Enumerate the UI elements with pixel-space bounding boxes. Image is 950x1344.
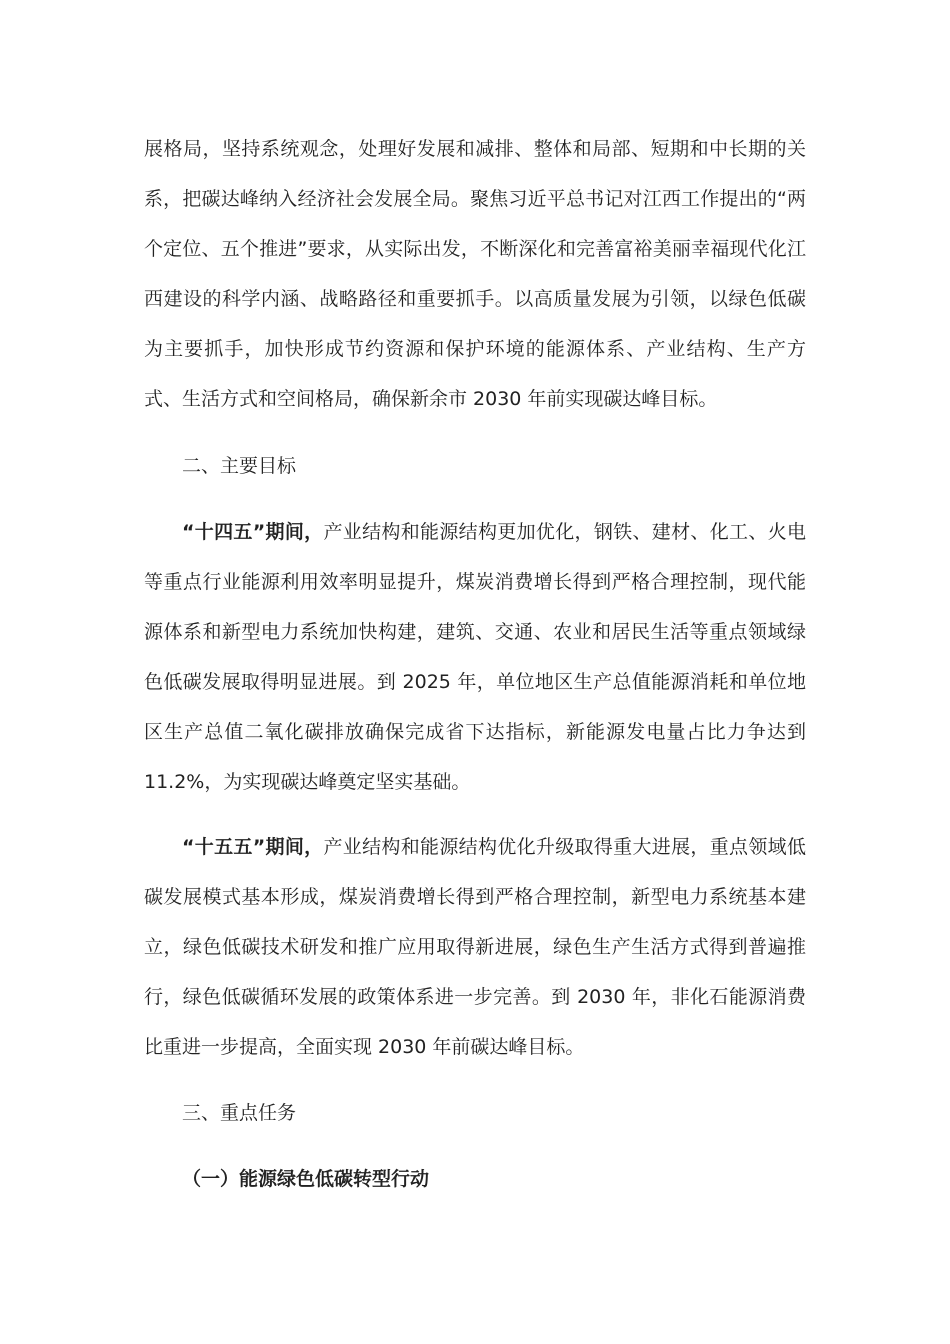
- paragraph-lead-14th: “十四五”期间，: [182, 521, 324, 543]
- paragraph-lead-15th: “十五五”期间，: [182, 836, 324, 858]
- paragraph-body-14th: 产业结构和能源结构更加优化，钢铁、建材、化工、火电等重点行业能源利用效率明显提升，煤炭消费增长得到严格合理控制，现代能源体系和新型电力系统加快构建，建筑、交通、农业和居民生活等重点领域绿色低碳发展取得明显进展。到 2025 年，单位地区生产总值能源消耗和单位地区生产总值二氧化碳排放确保完成省下达指标，新能源发电量占比力争达到 11.2%，为实现碳达峰奠定坚实基础。: [144, 521, 806, 793]
- section-heading-main-goals: 二、主要目标: [182, 455, 297, 477]
- paragraph-14th-five-year-goal: [144, 507, 806, 807]
- paragraph-body-15th: 产业结构和能源结构优化升级取得重大进展，重点领域低碳发展模式基本形成，煤炭消费增长得到严格合理控制，新型电力系统基本建立，绿色低碳技术研发和推广应用取得新进展，绿色生产生活方式得到普遍推行，绿色低碳循环发展的政策体系进一步完善。到 2030 年，非化石能源消费比重进一步提高，全面实现 2030 年前碳达峰目标。: [144, 836, 806, 1058]
- section-heading-key-tasks: 三、重点任务: [182, 1102, 297, 1124]
- paragraph-intro: 展格局，坚持系统观念，处理好发展和减排、整体和局部、短期和中长期的关系，把碳达峰纳入经济社会发展全局。聚焦习近平总书记对江西工作提出的“两个定位、五个推进”要求，从实际出发，不断深化和完善富裕美丽幸福现代化江西建设的科学内涵、战略路径和重要抓手。以高质量发展为引领，以绿色低碳为主要抓手，加快形成节约资源和保护环境的能源体系、产业结构、生产方式、生活方式和空间格局，确保新余市 2030 年前实现碳达峰目标。: [144, 138, 806, 410]
- paragraph-15th-five-year-goal: [144, 822, 806, 1072]
- subsection-heading-energy-transition: （一）能源绿色低碳转型行动: [182, 1168, 430, 1190]
